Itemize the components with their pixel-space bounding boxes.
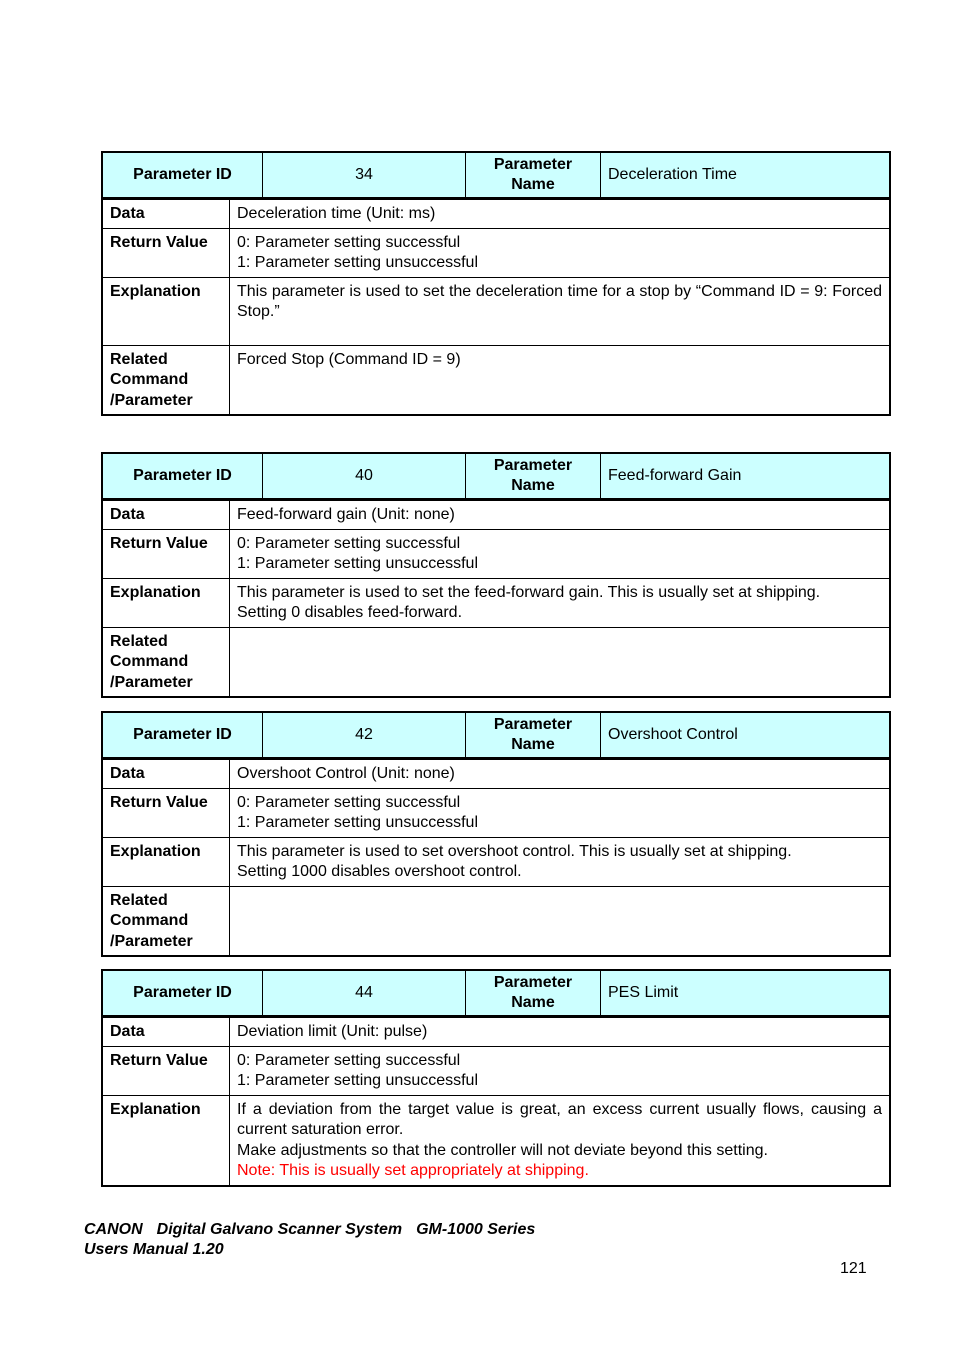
- parameter-header: [101, 969, 891, 1016]
- data-label: Data: [102, 199, 230, 228]
- parameter-id-value: 34: [263, 152, 466, 198]
- explanation-text: This parameter is used to set overshoot control. This is usually set at shipping. Setting 1000 disables overshoot control.: [230, 837, 891, 886]
- explanation-text: This parameter is used to set the deceleration time for a stop by “Command ID = 9: Forced Stop.”: [230, 277, 891, 345]
- data-row: [102, 1017, 890, 1046]
- parameter-id-value: 42: [263, 712, 466, 758]
- footer-brand: CANON: [84, 1221, 143, 1238]
- data-row: [102, 500, 890, 529]
- data-value: Overshoot Control (Unit: none): [230, 759, 891, 788]
- parameter-id-label: Parameter ID: [102, 152, 263, 198]
- parameter-name-value: Feed-forward Gain: [601, 453, 891, 499]
- parameter-table-40: [101, 452, 891, 698]
- page-number: 121: [840, 1260, 867, 1277]
- related-label: Related Command /Parameter: [102, 345, 230, 415]
- return-value-text: 0: Parameter setting successful 1: Parameter setting unsuccessful: [230, 1046, 891, 1095]
- explanation-row: [102, 277, 890, 345]
- footer-series: GM-1000 Series: [416, 1221, 536, 1238]
- data-label: Data: [102, 1017, 230, 1046]
- footer-manual: Users Manual 1.20: [84, 1241, 224, 1258]
- parameter-header: [101, 711, 891, 758]
- parameter-table-34: [101, 151, 891, 416]
- parameter-name-label: Parameter Name: [466, 453, 601, 499]
- document-footer: [84, 1220, 535, 1260]
- return-value-row: [102, 228, 890, 277]
- parameter-id-label: Parameter ID: [102, 970, 263, 1016]
- related-text: Forced Stop (Command ID = 9): [230, 345, 891, 415]
- return-value-row: [102, 529, 890, 578]
- return-value-text: 0: Parameter setting successful 1: Parameter setting unsuccessful: [230, 529, 891, 578]
- parameter-header: [101, 452, 891, 499]
- data-row: [102, 199, 890, 228]
- data-label: Data: [102, 759, 230, 788]
- return-value-text: 0: Parameter setting successful 1: Parameter setting unsuccessful: [230, 228, 891, 277]
- explanation-text: This parameter is used to set the feed-forward gain. This is usually set at shipping. Setting 0 disables feed-forward.: [230, 578, 891, 627]
- data-row: [102, 759, 890, 788]
- explanation-label: Explanation: [102, 1095, 230, 1186]
- related-row: [102, 627, 890, 697]
- data-value: Deceleration time (Unit: ms): [230, 199, 891, 228]
- parameter-header: [101, 151, 891, 198]
- footer-product: Digital Galvano Scanner System: [156, 1221, 403, 1238]
- related-label: Related Command /Parameter: [102, 627, 230, 697]
- return-value-text: 0: Parameter setting successful 1: Parameter setting unsuccessful: [230, 788, 891, 837]
- shipping-note: Note: This is usually set appropriately at shipping.: [237, 1162, 589, 1179]
- parameter-name-value: PES Limit: [601, 970, 891, 1016]
- explanation-row: [102, 1095, 890, 1186]
- return-value-label: Return Value: [102, 788, 230, 837]
- parameter-id-value: 44: [263, 970, 466, 1016]
- explanation-label: Explanation: [102, 837, 230, 886]
- parameter-id-label: Parameter ID: [102, 712, 263, 758]
- return-value-label: Return Value: [102, 1046, 230, 1095]
- parameter-name-value: Deceleration Time: [601, 152, 891, 198]
- parameter-name-label: Parameter Name: [466, 152, 601, 198]
- parameter-table-44: [101, 969, 891, 1187]
- related-text: [230, 627, 891, 697]
- parameter-details: [101, 1016, 891, 1187]
- parameter-id-value: 40: [263, 453, 466, 499]
- data-value: Deviation limit (Unit: pulse): [230, 1017, 891, 1046]
- related-row: [102, 886, 890, 956]
- explanation-row: [102, 578, 890, 627]
- parameter-details: [101, 758, 891, 957]
- explanation-row: [102, 837, 890, 886]
- related-text: [230, 886, 891, 956]
- explanation-label: Explanation: [102, 578, 230, 627]
- parameter-name-label: Parameter Name: [466, 712, 601, 758]
- related-row: [102, 345, 890, 415]
- return-value-row: [102, 1046, 890, 1095]
- data-label: Data: [102, 500, 230, 529]
- parameter-name-label: Parameter Name: [466, 970, 601, 1016]
- related-label: Related Command /Parameter: [102, 886, 230, 956]
- return-value-label: Return Value: [102, 529, 230, 578]
- explanation-text: If a deviation from the target value is great, an excess current usually flows, causing a current saturation error. Make adjustments so that the controller will not deviate beyond this setting. Note: This is usually set appropriately at shipping.: [230, 1095, 891, 1186]
- explanation-label: Explanation: [102, 277, 230, 345]
- parameter-details: [101, 198, 891, 416]
- parameter-name-value: Overshoot Control: [601, 712, 891, 758]
- data-value: Feed-forward gain (Unit: none): [230, 500, 891, 529]
- return-value-row: [102, 788, 890, 837]
- parameter-details: [101, 499, 891, 698]
- return-value-label: Return Value: [102, 228, 230, 277]
- parameter-id-label: Parameter ID: [102, 453, 263, 499]
- parameter-table-42: [101, 711, 891, 957]
